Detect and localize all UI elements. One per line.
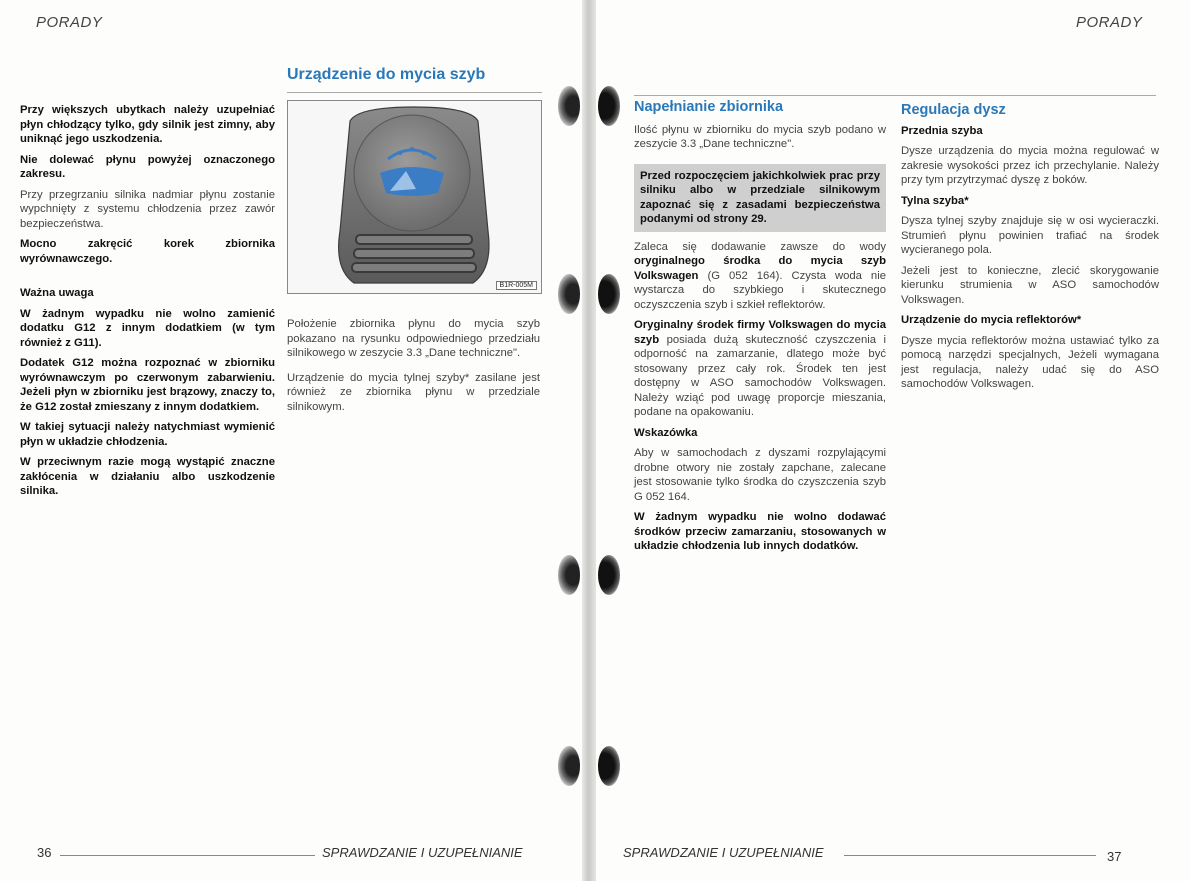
- center-column: [287, 317, 540, 420]
- text-run-bold: oryginalnego środka do mycia szyb Volkswagen: [634, 255, 886, 282]
- safety-warning-box: Przed rozpoczęciem jakichkolwiek prac przy silniku albo w przedziale silnikowym zapoznać się z zasadami bezpieczeństwa podanymi od strony 29.: [634, 164, 886, 232]
- paragraph: Jeżeli jest to konieczne, zlecić skorygowanie kierunku strumienia w ASO samochodów Volkswagen.: [901, 264, 1159, 306]
- binder-hole-icon: [558, 746, 580, 786]
- paragraph: Dysze mycia reflektorów można ustawiać tylko za pomocą narzędzi specjalnych, Jeżeli wymagana jest regulacja, należy udać się do ASO samochodów Volkswagen.: [901, 334, 1159, 390]
- footer-title: SPRAWDZANIE I UZUPEŁNIANIE: [322, 845, 523, 860]
- left-page: [0, 0, 582, 881]
- binder-hole-icon: [598, 746, 620, 786]
- footer-rule: [60, 855, 315, 856]
- paragraph: Dysze urządzenia do mycia można regulować w zakresie wysokości przez ich przechylanie. Należy przy tym przytrzymać dyszę z boków.: [901, 145, 1159, 186]
- binder-hole-icon: [598, 274, 620, 314]
- right-page: [596, 0, 1190, 881]
- binder-hole-icon: [598, 555, 620, 595]
- page-number: 37: [1107, 849, 1122, 864]
- footer-title: SPRAWDZANIE I UZUPEŁNIANIE: [623, 845, 824, 860]
- spine: [582, 0, 596, 881]
- paragraph: Nie dolewać płynu powyżej oznaczonego zakresu.: [20, 153, 275, 180]
- subheading: Przednia szyba: [901, 124, 983, 137]
- left-header: PORADY: [36, 14, 103, 31]
- right-header: PORADY: [1076, 14, 1143, 31]
- binder-hole-icon: [558, 555, 580, 595]
- figure-caption: Położenie zbiornika płynu do mycia szyb pokazano na rysunku odpowiedniego przedziału silnikowego w zeszycie 3.3 „Dane techniczne".: [287, 318, 540, 359]
- paragraph: W przeciwnym razie mogą wystąpić znaczne zakłócenia w działaniu albo uszkodzenie silnika.: [20, 456, 275, 497]
- paragraph: Urządzenie do mycia tylnej szyby* zasilane jest również ze zbiornika płynu w przedziale silnikowym.: [287, 371, 540, 413]
- binder-hole-icon: [598, 86, 620, 126]
- tip-title: Wskazówka: [634, 426, 698, 439]
- paragraph: W takiej sytuacji należy natychmiast wymienić płyn w układzie chłodzenia.: [20, 421, 275, 448]
- binder-hole-icon: [558, 274, 580, 314]
- paragraph: Mocno zakręcić korek zbiornika wyrównawczego.: [20, 238, 275, 265]
- footer-rule: [844, 855, 1096, 856]
- top-rule: [634, 95, 1156, 96]
- washer-cap-illustration: [288, 101, 541, 293]
- subheading: Tylna szyba*: [901, 194, 969, 207]
- section-rule: [287, 92, 542, 93]
- text-run: (G 052 164). Czysta woda nie wystarcza do szybkiego i skutecznego oczyszczenia szyb i szkieł reflektorów.: [634, 269, 886, 311]
- left-column: [20, 103, 275, 505]
- paragraph: W żadnym wypadku nie wolno zamienić dodatku G12 z innym dodatkiem (w tym również z G11).: [20, 307, 275, 349]
- section-title: Urządzenie do mycia szyb: [287, 66, 486, 83]
- paragraph: W żadnym wypadku nie wolno dodawać środków przeciw zamarzaniu, stosowanych w układzie chłodzenia lub innych dodatków.: [634, 511, 886, 552]
- section-heading: Regulacja dysz: [901, 102, 1006, 118]
- washer-cap-figure: [287, 100, 542, 294]
- figure-code: B1R-005M: [496, 281, 537, 290]
- paragraph: Dodatek G12 można rozpoznać w zbiorniku wyrównawczym po czerwonym zabarwieniu. Jeżeli płyn w zbiorniku jest brązowy, znaczy to, że G12 został zmieszany z innym dodatkiem.: [20, 357, 275, 413]
- paragraph: Dysza tylnej szyby znajduje się w osi wycieraczki. Strumień płynu powinien trafiać na środek wycieranego pola.: [901, 215, 1159, 256]
- paragraph: Przy większych ubytkach należy uzupełniać płyn chłodzący tylko, gdy silnik jest zimny, aby uniknąć jego uszkodzenia.: [20, 104, 275, 145]
- binder-hole-icon: [558, 86, 580, 126]
- section-heading: Napełnianie zbiornika: [634, 99, 784, 115]
- subheading: Urządzenie do mycia reflektorów*: [901, 314, 1082, 326]
- text-run: posiada dużą skuteczność czyszczenia i odporność na zamarzanie, dlatego może być stosowany przez cały rok. Środek ten jest dostępny w ASO samochodów Volkswagen. Należy wziąć pod uwagę proporcje mieszania, podane na opakowaniu.: [634, 333, 886, 418]
- paragraph: Przy przegrzaniu silnika nadmiar płynu zostanie wypchnięty z systemu chłodzenia przez zawór bezpieczeństwa.: [20, 188, 275, 230]
- warning-title: Ważna uwaga: [20, 287, 94, 299]
- page-number: 36: [37, 845, 52, 860]
- text-run-bold: Oryginalny środek firmy Volkswagen do mycia szyb: [634, 319, 886, 346]
- paragraph: Aby w samochodach z dyszami rozpylającymi drobne otwory nie zostały zapchane, zalecane jest stosowanie tylko środka do czyszczenia szyb G 052 164.: [634, 447, 886, 503]
- right-column-1: [634, 100, 886, 560]
- text-run: Zaleca się dodawanie zawsze do wody: [634, 240, 886, 253]
- paragraph: Ilość płynu w zbiorniku do mycia szyb podano w zeszycie 3.3 „Dane techniczne".: [634, 123, 886, 150]
- right-column-2: [901, 103, 1159, 398]
